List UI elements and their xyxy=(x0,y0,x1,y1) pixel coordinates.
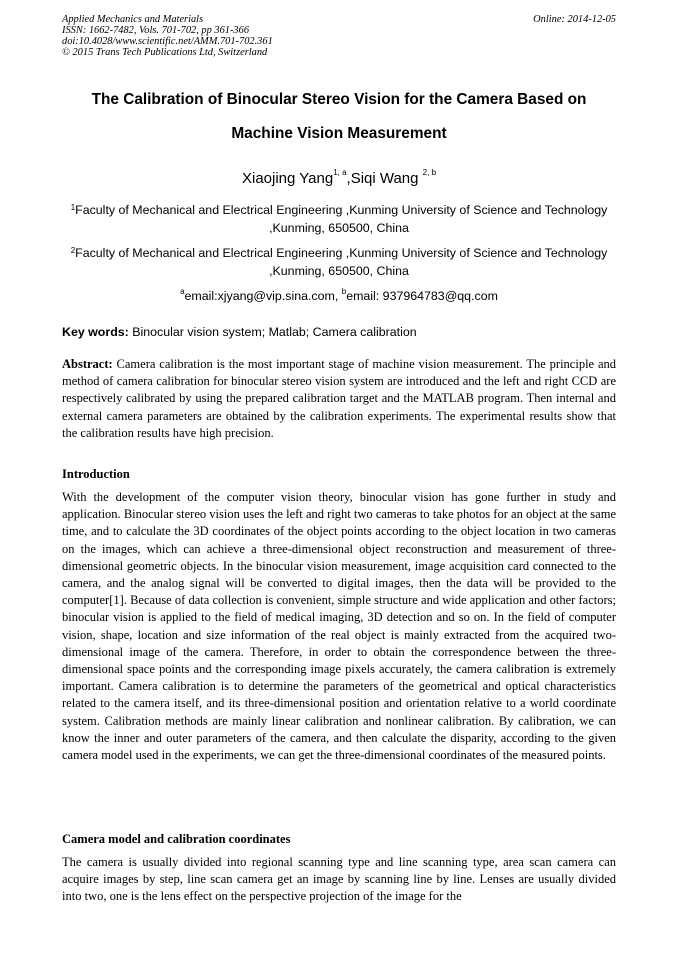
section-heading-camera-model: Camera model and calibration coordinates xyxy=(62,832,291,846)
camera-model-paragraph: The camera is usually divided into regional scanning type and line scanning type, area scan camera can acquire images by step, line scan camera get an image by scanning line by line. Lenses are usually divided into two, one is the lens effect on the perspective projection of the image for the xyxy=(62,855,616,904)
keywords-text: Binocular vision system; Matlab; Camera calibration xyxy=(128,325,417,339)
email-b-mark: b xyxy=(341,287,347,296)
affiliation-2-mark: 2 xyxy=(70,246,76,255)
author-separator: , xyxy=(346,170,351,187)
author-2-name: Siqi Wang xyxy=(350,170,423,187)
email-a-mark: a xyxy=(180,287,185,296)
journal-header xyxy=(62,14,616,58)
doi-line: doi:10.4028/www.scientific.net/AMM.701-702.361 xyxy=(62,36,273,47)
affiliation-1-line-2: ,Kunming, 650500, China xyxy=(269,221,409,235)
affiliation-1-mark: 1 xyxy=(70,203,76,212)
journal-name: Applied Mechanics and Materials xyxy=(62,14,204,25)
author-1-affil-mark: 1, a xyxy=(333,168,347,177)
section-heading-introduction: Introduction xyxy=(62,467,130,481)
affiliation-2-line-1: Faculty of Mechanical and Electrical Engineering ,Kunming University of Science and Technology xyxy=(75,246,608,260)
email-a: email:xjyang@vip.sina.com, xyxy=(184,289,342,303)
affiliation-1 xyxy=(62,201,616,237)
online-date: Online: 2014-12-05 xyxy=(533,14,616,25)
keywords xyxy=(62,325,616,339)
introduction-paragraph: With the development of the computer vision theory, binocular vision has gone further in study and application. Binocular stereo vision uses the left and right two cameras to take photos for an object at the same time, and to calculate the 3D coordinates of the object points according to the object location in two cameras on the images, which can achieve a three-dimensional object reconstruction and measurement of three-dimensional geometric objects. In the binocular vision measurement, image acquisition card connected to the camera, and the analog signal will be converted to digital images, then the data will be provided to the computer[1]. Because of data collection is convenient, simple structure and wide application and other factors; binocular vision is applied to the field of medical imaging, 3D detection and so on. In the field of computer vision, shape, location and size information of the real object is mainly extracted from the acquired two-dimensional image of the camera. Therefore, in order to obtain the correspondence between the three-dimensional space points and the corresponding image pixels accurately, the camera calibration is extremely important. Camera calibration is to determine the parameters of the geometrical and optical characteristics related to the camera itself, and its three-dimensional position and orientation relative to a world coordinate system. Calibration methods are mainly linear calibration and nonlinear calibration. By calibration, we can know the inner and outer parameters of the camera, and then calculate the disparity, according to the given camera model used in the experiments, we can get the three-dimensional coordinates of the measured points. xyxy=(62,490,616,763)
author-emails xyxy=(62,289,616,303)
copyright-line: © 2015 Trans Tech Publications Ltd, Switzerland xyxy=(62,47,268,58)
keywords-label: Key words: xyxy=(62,325,129,339)
issn-line: ISSN: 1662-7482, Vols. 701-702, pp 361-366 xyxy=(62,25,250,36)
abstract xyxy=(62,356,616,442)
paper-title-line-2: Machine Vision Measurement xyxy=(231,125,447,142)
affiliation-1-line-1: Faculty of Mechanical and Electrical Engineering ,Kunming University of Science and Technology xyxy=(75,203,608,217)
affiliation-2-line-2: ,Kunming, 650500, China xyxy=(269,264,409,278)
email-b: email: 937964783@qq.com xyxy=(346,289,498,303)
paper-title-line-1: The Calibration of Binocular Stereo Vision for the Camera Based on xyxy=(91,91,587,108)
author-list xyxy=(62,170,616,187)
author-2-affil-mark: 2, b xyxy=(422,168,437,177)
abstract-text: Camera calibration is the most important stage of machine vision measurement. The principle and method of camera calibration for binocular stereo vision system are introduced and the left and right CCD are respectively calibrated by using the prepared calibration target and the MATLAB program. Then internal and external camera parameters are obtained by the calibration experiments. The experimental results show that the calibration results have high precision. xyxy=(62,357,616,440)
affiliation-2 xyxy=(62,244,616,280)
abstract-label: Abstract: xyxy=(62,357,113,371)
author-1-name: Xiaojing Yang xyxy=(241,170,334,187)
